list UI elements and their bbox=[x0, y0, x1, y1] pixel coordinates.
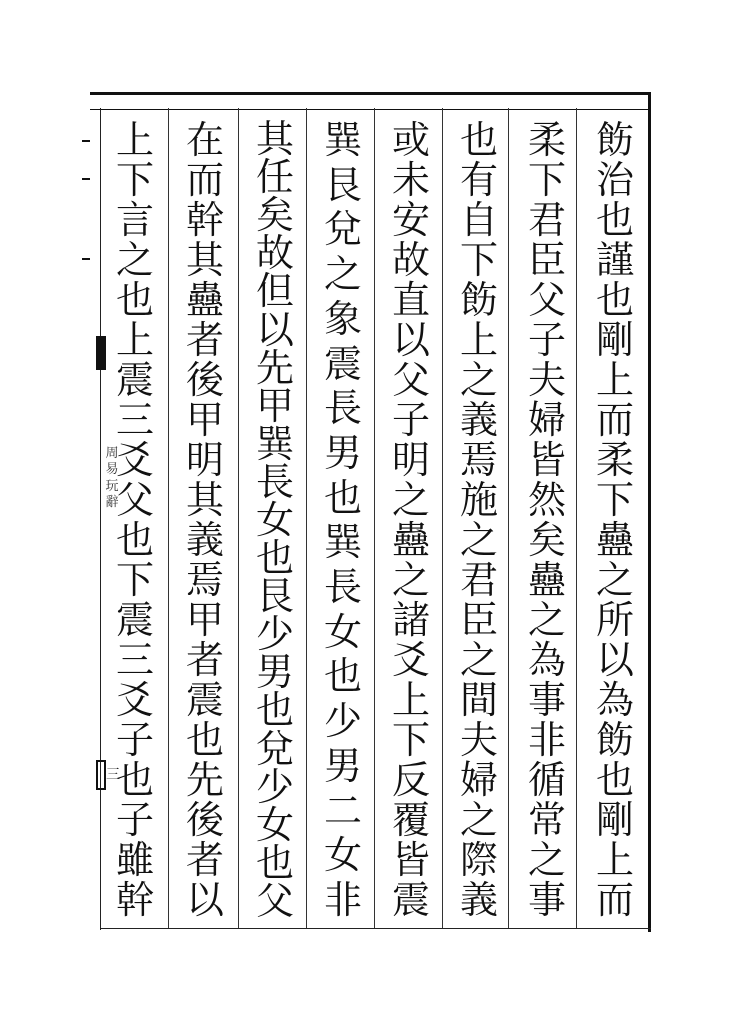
character: 其 bbox=[185, 238, 224, 282]
character: 也 bbox=[255, 536, 294, 581]
character: 少 bbox=[323, 699, 362, 744]
character: 蠱 bbox=[527, 558, 566, 602]
character: 也 bbox=[185, 718, 224, 762]
character: 雖 bbox=[115, 838, 154, 882]
character: 也 bbox=[255, 840, 294, 885]
character: 之 bbox=[595, 558, 634, 602]
margin-tick bbox=[82, 258, 90, 260]
character: 之 bbox=[391, 478, 430, 522]
character: 子 bbox=[527, 318, 566, 362]
character: 下 bbox=[527, 158, 566, 202]
character: 施 bbox=[459, 478, 498, 522]
character: 下 bbox=[115, 158, 154, 202]
character: 所 bbox=[595, 598, 634, 642]
character: 未 bbox=[391, 158, 430, 202]
character: 先 bbox=[255, 345, 294, 390]
character: 焉 bbox=[185, 558, 224, 602]
character: 三 bbox=[115, 638, 154, 682]
character: 長 bbox=[323, 386, 362, 431]
character: 循 bbox=[527, 758, 566, 802]
character: 之 bbox=[459, 798, 498, 842]
character: 之 bbox=[459, 638, 498, 682]
character: 之 bbox=[323, 252, 362, 297]
character: 震 bbox=[115, 358, 154, 402]
character: 上 bbox=[459, 318, 498, 362]
character: 飭 bbox=[595, 718, 634, 762]
character: 三 bbox=[115, 398, 154, 442]
column-rule bbox=[238, 108, 239, 928]
character: 下 bbox=[391, 718, 430, 762]
character: 諸 bbox=[391, 598, 430, 642]
character: 子 bbox=[115, 718, 154, 762]
character: 也 bbox=[323, 475, 362, 520]
character: 之 bbox=[527, 838, 566, 882]
character: 上 bbox=[595, 358, 634, 402]
character: 二 bbox=[323, 788, 362, 833]
character: 幹 bbox=[115, 878, 154, 922]
character: 而 bbox=[185, 158, 224, 202]
character: 男 bbox=[255, 650, 294, 695]
character: 事 bbox=[527, 878, 566, 922]
character: 覆 bbox=[391, 798, 430, 842]
character: 剛 bbox=[595, 318, 634, 362]
character: 間 bbox=[459, 678, 498, 722]
text-column-3 bbox=[446, 120, 512, 920]
character: 象 bbox=[323, 296, 362, 341]
character: 女 bbox=[323, 833, 362, 878]
text-column-1 bbox=[582, 120, 648, 920]
text-column-5 bbox=[310, 120, 376, 920]
character: 反 bbox=[391, 758, 430, 802]
character: 以 bbox=[595, 638, 634, 682]
character: 臣 bbox=[527, 238, 566, 282]
character: 故 bbox=[391, 238, 430, 282]
character: 巽 bbox=[323, 118, 362, 162]
page-bottom-border bbox=[100, 928, 651, 929]
character: 其 bbox=[255, 117, 294, 162]
character: 女 bbox=[255, 802, 294, 847]
character: 兌 bbox=[255, 726, 294, 771]
character: 謹 bbox=[595, 238, 634, 282]
character: 矣 bbox=[255, 193, 294, 238]
page-right-border bbox=[648, 92, 651, 932]
character: 君 bbox=[527, 198, 566, 242]
character: 但 bbox=[255, 269, 294, 314]
character: 者 bbox=[185, 318, 224, 362]
character: 婦 bbox=[527, 398, 566, 442]
character: 父 bbox=[527, 278, 566, 322]
book-title-vertical: 周 易 玩 辭 bbox=[105, 446, 119, 510]
character: 之 bbox=[527, 598, 566, 642]
character: 後 bbox=[185, 798, 224, 842]
character: 男 bbox=[323, 743, 362, 788]
character: 柔 bbox=[527, 118, 566, 162]
character: 有 bbox=[459, 158, 498, 202]
character: 其 bbox=[185, 478, 224, 522]
page-number: 三 bbox=[106, 767, 120, 783]
character: 自 bbox=[459, 198, 498, 242]
character: 柔 bbox=[595, 438, 634, 482]
character: 上 bbox=[115, 318, 154, 362]
character: 也 bbox=[255, 688, 294, 733]
character: 君 bbox=[459, 558, 498, 602]
character: 下 bbox=[595, 478, 634, 522]
character: 甲 bbox=[185, 598, 224, 642]
character: 上 bbox=[595, 838, 634, 882]
character: 也 bbox=[115, 278, 154, 322]
character: 爻 bbox=[391, 638, 430, 682]
character: 子 bbox=[115, 798, 154, 842]
character: 蠱 bbox=[391, 518, 430, 562]
character: 兌 bbox=[323, 207, 362, 252]
character: 常 bbox=[527, 798, 566, 842]
character: 義 bbox=[185, 518, 224, 562]
character: 幹 bbox=[185, 198, 224, 242]
character: 焉 bbox=[459, 438, 498, 482]
character: 剛 bbox=[595, 798, 634, 842]
character: 明 bbox=[391, 438, 430, 482]
character: 非 bbox=[527, 718, 566, 762]
character: 長 bbox=[255, 459, 294, 504]
character: 非 bbox=[323, 877, 362, 922]
character: 女 bbox=[255, 497, 294, 542]
character: 也 bbox=[459, 118, 498, 162]
character: 夫 bbox=[459, 718, 498, 762]
character: 蠱 bbox=[185, 278, 224, 322]
character: 蠱 bbox=[595, 518, 634, 562]
character: 直 bbox=[391, 278, 430, 322]
character: 飭 bbox=[595, 118, 634, 162]
margin-tick bbox=[82, 140, 90, 142]
character: 皆 bbox=[391, 838, 430, 882]
character: 震 bbox=[323, 341, 362, 386]
character: 為 bbox=[527, 638, 566, 682]
character: 在 bbox=[185, 118, 224, 162]
character: 艮 bbox=[255, 574, 294, 619]
character: 者 bbox=[185, 638, 224, 682]
character: 父 bbox=[115, 478, 154, 522]
page-top-border bbox=[90, 92, 650, 110]
character: 少 bbox=[255, 612, 294, 657]
character: 後 bbox=[185, 358, 224, 402]
character: 艮 bbox=[323, 162, 362, 207]
character: 者 bbox=[185, 838, 224, 882]
character: 事 bbox=[527, 678, 566, 722]
character: 甲 bbox=[255, 383, 294, 428]
character: 女 bbox=[323, 609, 362, 654]
character: 也 bbox=[595, 278, 634, 322]
character: 也 bbox=[595, 758, 634, 802]
character: 也 bbox=[115, 758, 154, 802]
character: 言 bbox=[115, 198, 154, 242]
character: 巽 bbox=[255, 421, 294, 466]
character: 子 bbox=[391, 398, 430, 442]
character: 而 bbox=[595, 398, 634, 442]
character: 之 bbox=[391, 558, 430, 602]
text-column-2 bbox=[514, 120, 580, 920]
character: 任 bbox=[255, 155, 294, 200]
character: 也 bbox=[595, 198, 634, 242]
text-column-8 bbox=[102, 120, 168, 920]
character: 義 bbox=[459, 878, 498, 922]
text-column-7 bbox=[172, 120, 238, 920]
character: 少 bbox=[255, 764, 294, 809]
character: 以 bbox=[391, 318, 430, 362]
character: 父 bbox=[391, 358, 430, 402]
character: 也 bbox=[323, 654, 362, 699]
character: 下 bbox=[115, 558, 154, 602]
text-column-6 bbox=[242, 117, 308, 923]
page-left-border bbox=[100, 108, 101, 930]
character: 故 bbox=[255, 231, 294, 276]
character: 明 bbox=[185, 438, 224, 482]
character: 婦 bbox=[459, 758, 498, 802]
character: 為 bbox=[595, 678, 634, 722]
column-rule bbox=[168, 108, 169, 928]
character: 上 bbox=[391, 678, 430, 722]
character: 皆 bbox=[527, 438, 566, 482]
character: 也 bbox=[115, 518, 154, 562]
character: 巽 bbox=[323, 520, 362, 565]
character: 上 bbox=[115, 118, 154, 162]
character: 之 bbox=[459, 518, 498, 562]
margin-tick bbox=[82, 178, 90, 180]
character: 以 bbox=[255, 307, 294, 352]
character: 或 bbox=[391, 118, 430, 162]
character: 而 bbox=[595, 878, 634, 922]
character: 長 bbox=[323, 565, 362, 610]
character: 父 bbox=[255, 878, 294, 923]
character: 震 bbox=[115, 598, 154, 642]
character: 震 bbox=[185, 678, 224, 722]
character: 之 bbox=[459, 358, 498, 402]
character: 際 bbox=[459, 838, 498, 882]
character: 爻 bbox=[115, 438, 154, 482]
character: 震 bbox=[391, 878, 430, 922]
character: 飭 bbox=[459, 278, 498, 322]
character: 然 bbox=[527, 478, 566, 522]
character: 矣 bbox=[527, 518, 566, 562]
character: 治 bbox=[595, 158, 634, 202]
character: 甲 bbox=[185, 398, 224, 442]
character: 先 bbox=[185, 758, 224, 802]
character: 臣 bbox=[459, 598, 498, 642]
character: 夫 bbox=[527, 358, 566, 402]
character: 男 bbox=[323, 430, 362, 475]
character: 安 bbox=[391, 198, 430, 242]
text-column-4 bbox=[378, 120, 444, 920]
character: 之 bbox=[115, 238, 154, 282]
character: 爻 bbox=[115, 678, 154, 722]
character: 以 bbox=[185, 878, 224, 922]
character: 下 bbox=[459, 238, 498, 282]
character: 義 bbox=[459, 398, 498, 442]
